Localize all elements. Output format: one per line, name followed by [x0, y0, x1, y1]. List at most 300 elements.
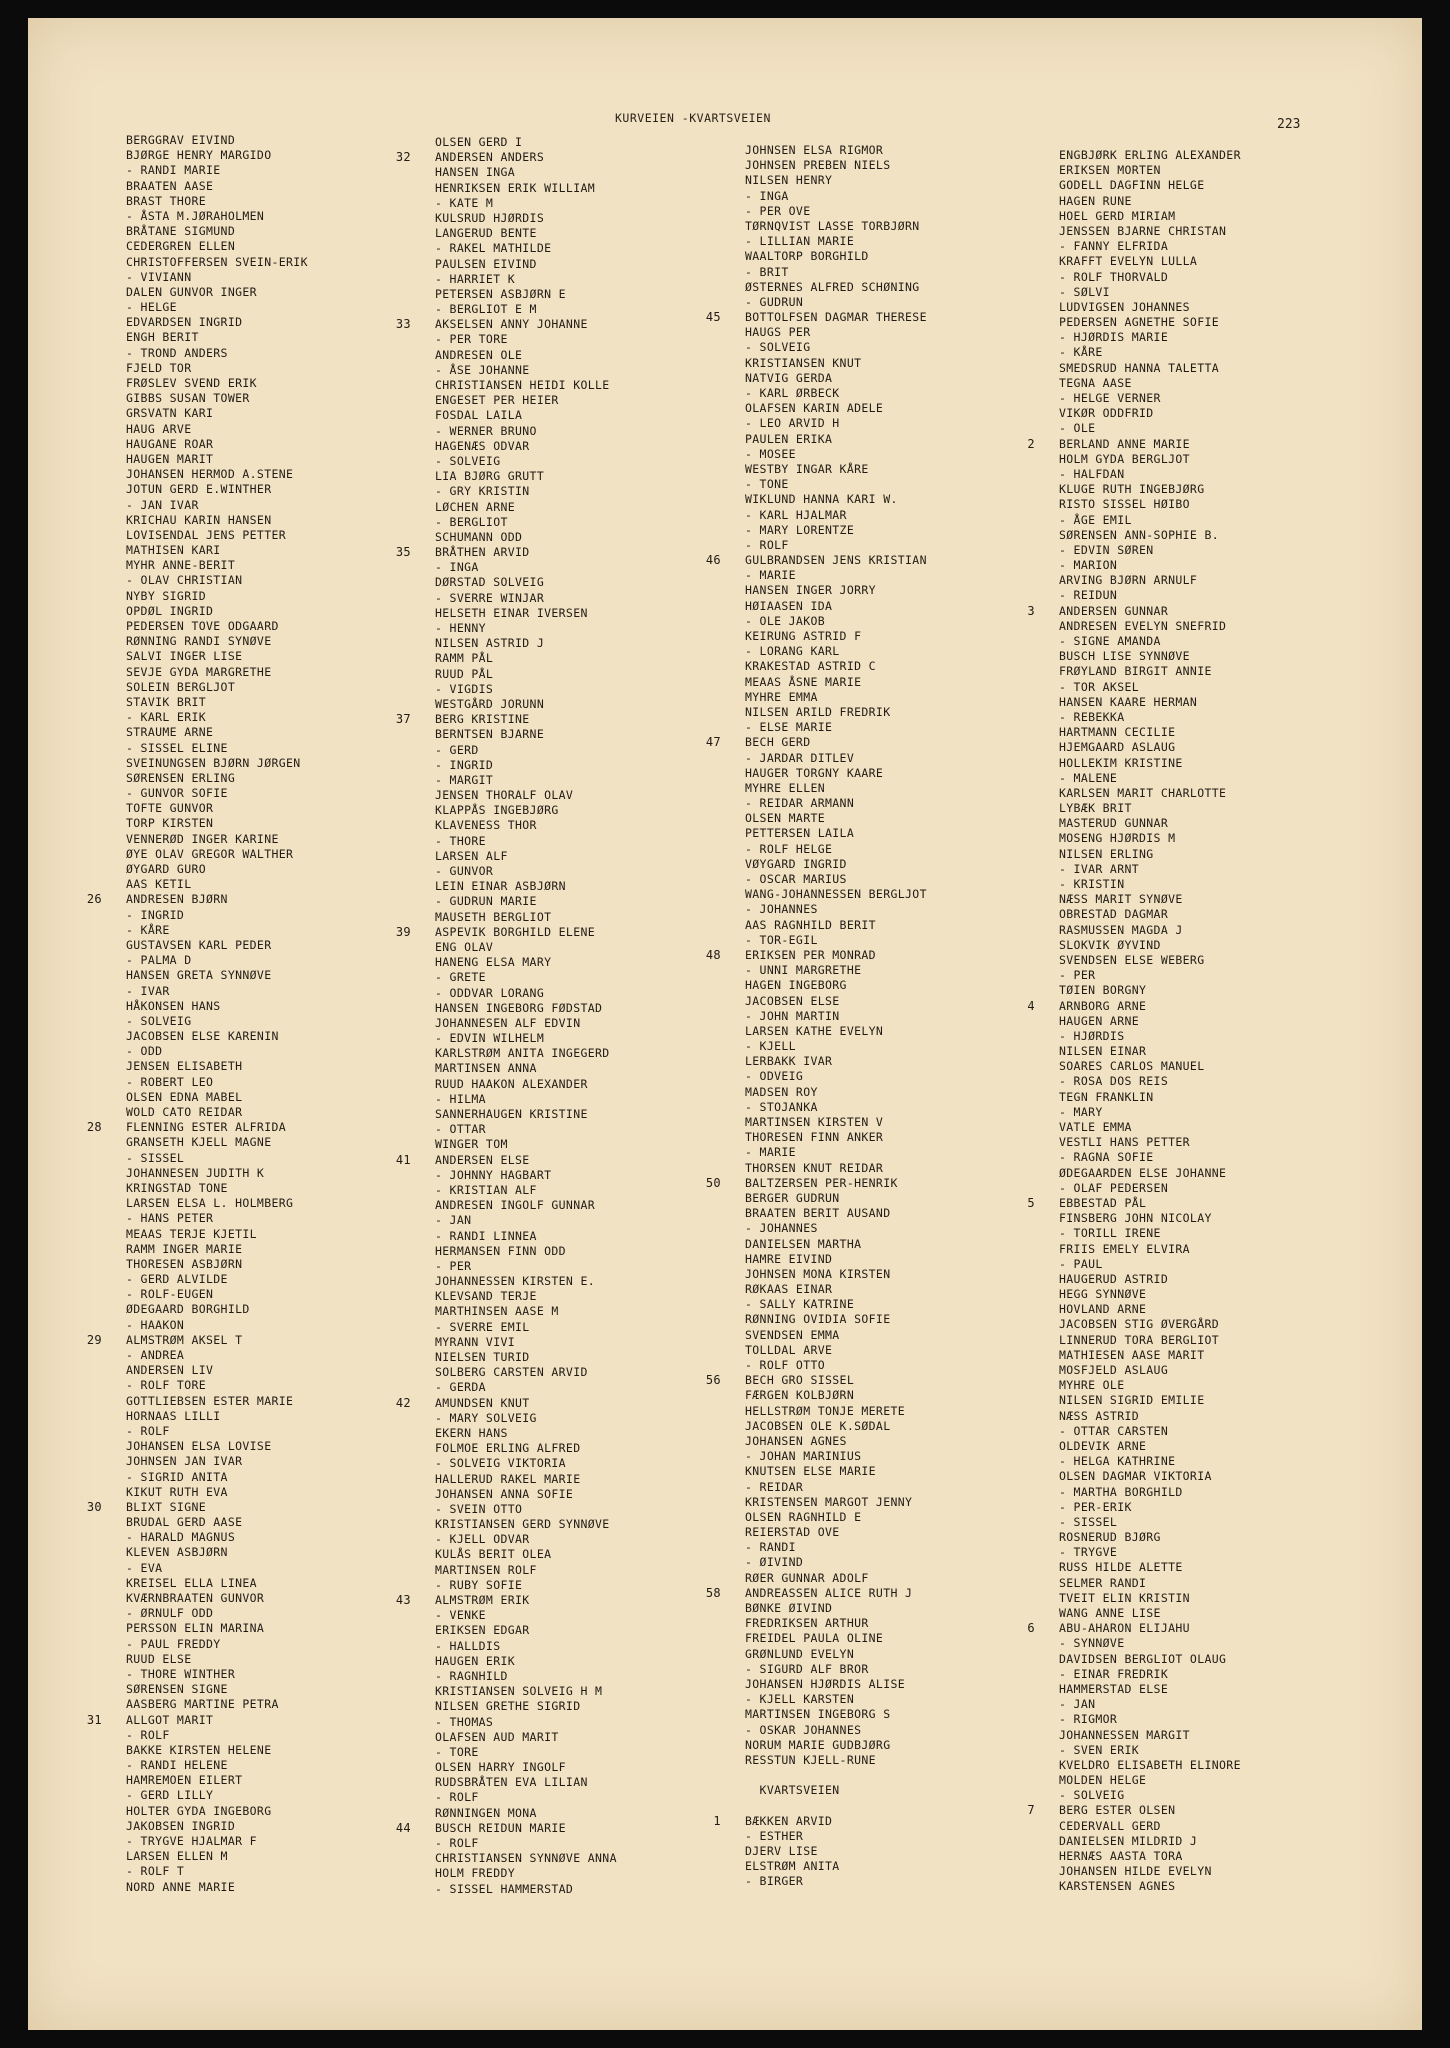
resident-entry: [1059, 892, 1241, 907]
resident-entry: [126, 1318, 308, 1333]
resident-name: JACOBSEN OLE K.SØDAL: [745, 1418, 891, 1433]
resident-entry: [745, 1419, 927, 1434]
resident-name: - ÅGE EMIL: [1059, 512, 1132, 527]
resident-name: HAMMERSTAD ELSE: [1059, 1681, 1169, 1696]
resident-entry: [435, 1730, 617, 1745]
resident-entry: [126, 528, 308, 543]
resident-entry: [1059, 1591, 1241, 1606]
resident-entry: [126, 1272, 308, 1287]
resident-entry: [126, 1545, 308, 1560]
resident-name: - PER: [1059, 968, 1096, 983]
resident-name: JOHANSEN ANNA SOFIE: [435, 1486, 574, 1501]
resident-name: KRINGSTAD TONE: [126, 1180, 228, 1195]
resident-name: BERG ESTER OLSEN: [1059, 1803, 1176, 1818]
resident-entry: [1059, 148, 1241, 163]
resident-name: LINNERUD TORA BERGLIOT: [1059, 1332, 1220, 1347]
resident-name: - ELSE MARIE: [745, 720, 833, 735]
resident-name: DJERV LISE: [745, 1844, 818, 1858]
resident-entry: [1059, 285, 1241, 300]
resident-entry: [745, 173, 927, 188]
resident-name: TEGN FRANKLIN: [1059, 1089, 1154, 1104]
resident-name: ERIKSEN PER MONRAD: [745, 947, 876, 962]
resident-name: LØCHEN ARNE: [435, 499, 516, 514]
resident-name: - OLAV CHRISTIAN: [126, 573, 243, 588]
resident-name: - RUBY SOFIE: [435, 1577, 523, 1592]
resident-entry: [435, 1669, 617, 1684]
resident-entry: [435, 1684, 617, 1699]
resident-entry: [745, 872, 927, 887]
resident-entry: [435, 1092, 617, 1107]
resident-entry: [126, 1652, 308, 1667]
resident-entry: [1059, 421, 1241, 436]
resident-entry: [435, 727, 617, 742]
resident-entry: [126, 194, 308, 209]
resident-name: - REIDUN: [1059, 588, 1118, 603]
resident-entry: [745, 1464, 927, 1479]
resident-name: - SIGNE AMANDA: [1059, 634, 1161, 648]
resident-name: KRISTIANSEN SOLVEIG H M: [435, 1684, 603, 1699]
resident-name: OLSEN DAGMAR VIKTORIA: [1059, 1469, 1212, 1484]
resident-name: GRSVATN KARI: [126, 406, 214, 421]
resident-name: HOEL GERD MIRIAM: [1059, 208, 1176, 223]
resident-entry: [745, 675, 927, 690]
resident-entry: [1059, 710, 1241, 725]
resident-entry: [126, 938, 308, 953]
resident-entry: [1059, 361, 1241, 376]
resident-entry: [745, 462, 927, 477]
resident-name: PERSSON ELIN MARINA: [126, 1621, 265, 1636]
resident-name: - PER-ERIK: [1059, 1499, 1132, 1514]
resident-entry: [126, 376, 308, 391]
resident-name: LIA BJØRG GRUTT: [435, 469, 545, 484]
resident-name: MARTINSEN ROLF: [435, 1562, 537, 1577]
resident-name: BRÅTHEN ARVID: [435, 545, 530, 560]
resident-entry: [126, 816, 308, 831]
resident-name: LANGERUD BENTE: [435, 226, 537, 241]
resident-entry: [126, 1606, 308, 1621]
resident-name: - SVERRE EMIL: [435, 1319, 530, 1334]
resident-entry: [126, 1029, 308, 1044]
resident-entry: [745, 842, 927, 857]
resident-name: HELLSTRØM TONJE MERETE: [745, 1403, 906, 1418]
resident-name: ØDEGAARDEN ELSE JOHANNE: [1059, 1165, 1227, 1180]
resident-entry: [745, 1358, 927, 1373]
resident-entry: [126, 877, 308, 892]
resident-entry: [745, 933, 927, 948]
resident-entry: [126, 968, 308, 983]
resident-entry: [1059, 1272, 1241, 1287]
resident-name: EKERN HANS: [435, 1425, 508, 1440]
resident-entry: [745, 1206, 927, 1221]
resident-entry: [435, 1137, 617, 1152]
resident-entry: [126, 300, 308, 315]
resident-entry: [745, 1069, 927, 1084]
resident-entry: [1059, 254, 1241, 269]
resident-entry: [435, 211, 617, 226]
resident-name: SELMER RANDI: [1059, 1575, 1147, 1590]
resident-name: ANDREASSEN ALICE RUTH J: [745, 1585, 913, 1600]
resident-entry: [745, 796, 927, 811]
resident-entry: [1059, 1378, 1241, 1393]
house-number: 3: [1027, 603, 1035, 618]
resident-name: ØDEGAARD BORGHILD: [126, 1302, 250, 1317]
house-number-entry: [1027, 1621, 1241, 1636]
resident-name: RØNNING RANDI SYNØVE: [126, 634, 272, 649]
page-number: 223: [1277, 117, 1301, 132]
house-number-entry: [395, 317, 617, 332]
resident-name: - HALLDIS: [435, 1638, 501, 1653]
resident-name: - ESTHER: [745, 1828, 804, 1843]
resident-entry: [435, 1517, 617, 1532]
resident-name: JOHANSEN HERMOD A.STENE: [126, 467, 294, 482]
resident-name: - PER: [435, 1258, 472, 1273]
resident-entry: [435, 378, 617, 393]
resident-name: MOSFJELD ASLAUG: [1059, 1363, 1169, 1377]
resident-name: - JOHANNES: [745, 902, 818, 917]
house-number-entry: [86, 1332, 308, 1348]
resident-entry: [1059, 1485, 1241, 1500]
resident-entry: [126, 1135, 308, 1150]
resident-name: HALLERUD RAKEL MARIE: [435, 1471, 581, 1486]
resident-name: BERGGRAV EIVIND: [126, 133, 236, 147]
resident-entry: [745, 720, 927, 735]
resident-entry: [126, 1363, 308, 1378]
resident-name: - JOHN MARTIN: [745, 1008, 840, 1023]
resident-entry: [126, 1378, 308, 1393]
house-number-entry: [395, 924, 617, 940]
resident-entry: [435, 1046, 617, 1061]
resident-entry: [126, 1485, 308, 1500]
resident-name: - KRISTIAN ALF: [435, 1182, 537, 1197]
resident-name: FINSBERG JOHN NICOLAY: [1059, 1211, 1212, 1226]
resident-name: REIERSTAD OVE: [745, 1525, 840, 1540]
resident-entry: [435, 408, 617, 423]
resident-name: - KARL ERIK: [126, 710, 207, 725]
resident-name: KLAVENESS THOR: [435, 818, 537, 833]
resident-entry: [1059, 209, 1241, 224]
resident-name: PETTERSEN LAILA: [745, 826, 855, 841]
resident-name: - GERDA: [435, 1380, 486, 1395]
resident-name: GOTTLIEBSEN ESTER MARIE: [126, 1393, 294, 1408]
resident-entry: [126, 1196, 308, 1211]
resident-name: - ODVEIG: [745, 1069, 804, 1084]
resident-entry: [745, 371, 927, 386]
resident-entry: [1059, 1409, 1241, 1424]
resident-name: - ODDVAR LORANG: [435, 985, 545, 1000]
resident-entry: [1059, 1879, 1241, 1894]
resident-name: MOSENG HJØRDIS M: [1059, 831, 1176, 846]
resident-name: TØIEN BORGNY: [1059, 983, 1147, 998]
resident-entry: [126, 1257, 308, 1272]
resident-name: DØRSTAD SOLVEIG: [435, 575, 545, 590]
resident-name: - SYNNØVE: [1059, 1636, 1125, 1651]
resident-entry: [1059, 1302, 1241, 1317]
resident-name: HANSEN INGEBORG FØDSTAD: [435, 1000, 603, 1015]
resident-entry: [126, 406, 308, 421]
resident-entry: [435, 940, 617, 955]
resident-name: - GUDRUN MARIE: [435, 894, 537, 909]
resident-name: HAGEN RUNE: [1059, 193, 1132, 208]
house-number: 7: [1027, 1803, 1035, 1818]
resident-entry: [126, 1591, 308, 1606]
resident-name: WANG-JOHANNESSEN BERGLJOT: [745, 887, 927, 902]
resident-name: RUSS HILDE ALETTE: [1059, 1560, 1183, 1575]
resident-entry: [1059, 862, 1241, 877]
resident-entry: [745, 963, 927, 978]
resident-name: - SISSEL HAMMERSTAD: [435, 1881, 574, 1896]
resident-name: - PER OVE: [745, 203, 811, 218]
resident-entry: [126, 619, 308, 634]
resident-name: SLOKVIK ØYVIND: [1059, 937, 1161, 952]
resident-name: BRAST THORE: [126, 193, 207, 208]
resident-name: ENGESET PER HEIER: [435, 393, 559, 408]
resident-name: VATLE EMMA: [1059, 1120, 1132, 1134]
resident-name: WIKLUND HANNA KARI W.: [745, 492, 898, 507]
resident-name: - BERGLIOT E M: [435, 302, 537, 317]
resident-entry: [1059, 1257, 1241, 1272]
resident-entry: [126, 1166, 308, 1181]
resident-entry: [1059, 771, 1241, 786]
resident-name: - OSKAR JOHANNES: [745, 1722, 862, 1737]
resident-name: - HJØRDIS MARIE: [1059, 330, 1169, 345]
resident-name: - HARALD MAGNUS: [126, 1530, 236, 1545]
resident-entry: [1059, 756, 1241, 771]
resident-name: BUSCH REIDUN MARIE: [435, 1820, 566, 1835]
resident-entry: [435, 272, 617, 287]
resident-name: - VIGDIS: [435, 681, 494, 696]
resident-entry: [1059, 740, 1241, 755]
resident-entry: [745, 1859, 927, 1874]
resident-entry: [1059, 1105, 1241, 1120]
resident-name: THORSEN KNUT REIDAR: [745, 1160, 884, 1175]
resident-name: - KÅRE: [1059, 345, 1103, 360]
resident-name: - JARDAR DITLEV: [745, 750, 855, 765]
resident-name: JOHNSEN ELSA RIGMOR: [745, 143, 884, 157]
resident-name: HAGENÆS ODVAR: [435, 438, 530, 453]
resident-entry: [126, 1561, 308, 1576]
resident-entry: [435, 575, 617, 590]
resident-entry: [126, 908, 308, 923]
resident-entry: [126, 498, 308, 513]
resident-name: HANSEN INGA: [435, 165, 516, 180]
resident-name: - JAN: [1059, 1697, 1096, 1712]
resident-name: KREISEL ELLA LINEA: [126, 1575, 257, 1590]
resident-name: KLEVEN ASBJØRN: [126, 1545, 228, 1560]
resident-entry: [126, 1834, 308, 1849]
resident-name: - FANNY ELFRIDA: [1059, 239, 1169, 254]
resident-name: JOHANNESEN JUDITH K: [126, 1165, 265, 1180]
resident-entry: [435, 530, 617, 545]
house-number: 33: [395, 317, 411, 332]
resident-name: - ROLF: [435, 1790, 479, 1805]
resident-entry: [435, 1487, 617, 1502]
resident-entry: [435, 1639, 617, 1654]
resident-name: JACOBSEN ELSE KARENIN: [126, 1029, 279, 1044]
resident-name: - PALMA D: [126, 953, 192, 968]
resident-name: - MARY LORENTZE: [745, 522, 855, 537]
resident-entry: [435, 165, 617, 180]
resident-name: - RANDI HELENE: [126, 1758, 228, 1773]
resident-entry: [435, 1077, 617, 1092]
resident-entry: [745, 1631, 927, 1646]
resident-entry: [435, 1882, 617, 1897]
house-number-entry: [395, 1820, 617, 1836]
resident-name: RUDSBRÅTEN EVA LILIAN: [435, 1775, 588, 1790]
resident-name: HAUGANE ROAR: [126, 436, 214, 451]
resident-name: HOLM FREDDY: [435, 1866, 516, 1881]
house-number: 44: [395, 1820, 411, 1835]
resident-entry: [745, 1267, 927, 1282]
resident-name: - MOSEE: [745, 446, 796, 461]
resident-entry: [1059, 224, 1241, 239]
resident-name: ANDERSEN ANDERS: [435, 150, 545, 165]
resident-name: HELSETH EINAR IVERSEN: [435, 605, 588, 620]
resident-name: SCHUMANN ODD: [435, 529, 523, 544]
resident-name: NILSEN SIGRID EMILIE: [1059, 1393, 1205, 1408]
resident-entry: [126, 649, 308, 664]
resident-name: WINGER TOM: [435, 1137, 508, 1152]
house-number-entry: [395, 1152, 617, 1168]
resident-name: - MARY: [1059, 1104, 1103, 1119]
resident-name: MASTERUD GUNNAR: [1059, 816, 1169, 831]
resident-entry: [435, 1289, 617, 1304]
resident-name: HAUGEN MARIT: [126, 451, 214, 466]
resident-name: RUUD PÅL: [435, 666, 494, 681]
resident-name: MADSEN ROY: [745, 1084, 818, 1099]
resident-entry: [126, 680, 308, 695]
resident-name: - SISSEL: [126, 1150, 185, 1165]
resident-name: NILSEN EINAR: [1059, 1044, 1147, 1059]
house-number: 47: [705, 735, 721, 750]
resident-entry: [745, 1753, 927, 1768]
resident-name: - ROLF OTTO: [745, 1358, 826, 1372]
resident-entry: [126, 1576, 308, 1591]
resident-entry: [126, 163, 308, 178]
resident-name: - OSCAR MARIUS: [745, 872, 847, 886]
resident-name: MARTINSEN INGEBORG S: [745, 1707, 891, 1722]
resident-entry: [126, 604, 308, 619]
resident-entry: [435, 1061, 617, 1076]
resident-name: MYHR ANNE-BERIT: [126, 558, 236, 573]
resident-entry: [435, 651, 617, 666]
resident-name: JOHANSEN HJØRDIS ALISE: [745, 1676, 906, 1691]
resident-entry: [1059, 649, 1241, 664]
resident-entry: [1059, 345, 1241, 360]
resident-name: KRICHAU KARIN HANSEN: [126, 512, 272, 527]
resident-entry: [435, 348, 617, 363]
resident-name: KLUGE RUTH INGEBJØRG: [1059, 482, 1205, 497]
resident-entry: [745, 918, 927, 933]
resident-entry: [1059, 1014, 1241, 1029]
resident-entry: [126, 573, 308, 588]
resident-name: ARNBORG ARNE: [1059, 998, 1147, 1013]
resident-entry: [126, 725, 308, 740]
resident-entry: [745, 629, 927, 644]
resident-entry: [126, 437, 308, 452]
resident-entry: [745, 1798, 927, 1813]
resident-entry: [745, 1343, 927, 1358]
resident-entry: [126, 756, 308, 771]
resident-name: - JOHANNES: [745, 1221, 818, 1236]
resident-entry: [126, 862, 308, 877]
resident-name: JOHNSEN PREBEN NIELS: [745, 158, 891, 173]
resident-entry: [1059, 1333, 1241, 1348]
resident-entry: [126, 1090, 308, 1105]
resident-name: - HELGE VERNER: [1059, 391, 1161, 405]
resident-entry: [1059, 497, 1241, 512]
house-number: 46: [705, 553, 721, 568]
resident-name: - TORILL IRENE: [1059, 1226, 1161, 1241]
resident-entry: [1059, 376, 1241, 391]
resident-entry: [126, 984, 308, 999]
resident-name: BERLAND ANNE MARIE: [1059, 436, 1190, 451]
resident-entry: [1059, 1242, 1241, 1257]
resident-name: - THOMAS: [435, 1714, 494, 1729]
resident-name: MOLDEN HELGE: [1059, 1773, 1147, 1788]
resident-entry: [1059, 816, 1241, 831]
resident-entry: [745, 826, 927, 841]
resident-entry: [126, 148, 308, 163]
house-number-entry: [1027, 1195, 1241, 1211]
house-number-entry: [395, 1395, 617, 1411]
resident-entry: [1059, 907, 1241, 922]
resident-entry: [1059, 1469, 1241, 1484]
resident-name: NILSEN ARILD FREDRIK: [745, 704, 891, 719]
resident-entry: [126, 665, 308, 680]
resident-entry: [745, 1145, 927, 1160]
resident-entry: [1059, 1090, 1241, 1105]
resident-name: - KATE M: [435, 195, 494, 210]
column-2: [395, 135, 617, 1897]
resident-entry: [745, 234, 927, 249]
resident-name: - ÅSTA M.JØRAHOLMEN: [126, 208, 265, 223]
resident-entry: [435, 864, 617, 879]
resident-entry: [745, 1191, 927, 1206]
resident-entry: [126, 1227, 308, 1242]
resident-entry: [1059, 968, 1241, 983]
resident-entry: [126, 1637, 308, 1652]
resident-name: NYBY SIGRID: [126, 588, 207, 603]
resident-name: LARSEN ELLEN M: [126, 1849, 228, 1864]
resident-entry: [745, 477, 927, 492]
resident-name: - JOHNNY HAGBART: [435, 1167, 552, 1182]
resident-name: SANNERHAUGEN KRISTINE: [435, 1107, 588, 1121]
resident-entry: [126, 710, 308, 725]
resident-entry: [745, 447, 927, 462]
resident-entry: [126, 209, 308, 224]
resident-entry: [745, 1525, 927, 1540]
resident-name: - REBEKKA: [1059, 709, 1125, 724]
resident-name: BERG KRISTINE: [435, 712, 530, 727]
resident-entry: [1059, 1181, 1241, 1196]
resident-name: LUDVIGSEN JOHANNES: [1059, 299, 1190, 314]
resident-entry: [745, 1647, 927, 1662]
house-number-entry: [1027, 436, 1241, 452]
house-number-entry: [86, 892, 308, 907]
resident-entry: [126, 832, 308, 847]
resident-name: HAUGERUD ASTRID: [1059, 1271, 1169, 1286]
resident-entry: [126, 1864, 308, 1879]
house-number: 58: [705, 1585, 721, 1600]
resident-entry: [1059, 513, 1241, 528]
resident-entry: [1059, 1667, 1241, 1682]
resident-name: HÅKONSEN HANS: [126, 998, 221, 1013]
resident-entry: [126, 1530, 308, 1545]
resident-name: - KARL ØRBECK: [745, 386, 840, 400]
resident-entry: [745, 1874, 927, 1889]
resident-entry: [435, 287, 617, 302]
resident-name: GRØNLUND EVELYN: [745, 1646, 855, 1661]
